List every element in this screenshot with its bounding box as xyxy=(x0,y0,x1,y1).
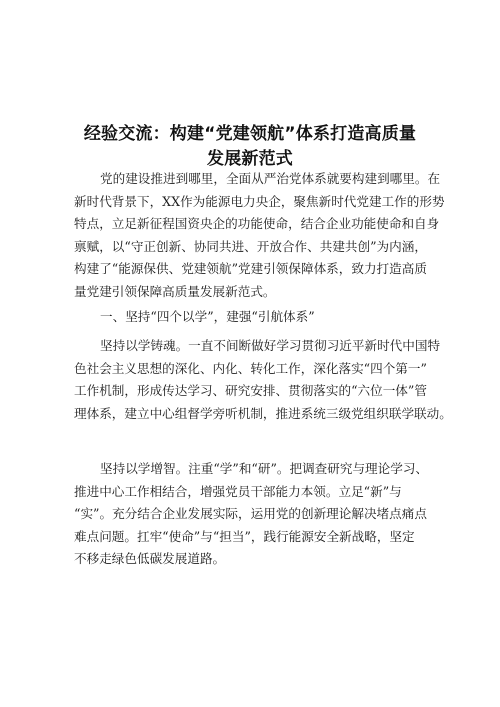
paragraph-line: 难点问题。扛牢“使命”与“担当”，践行能源安全新战略，坚定 xyxy=(74,528,415,544)
paragraph-line: 量党建引领保障高质量发展新范式。 xyxy=(74,283,276,299)
paragraph-line: “实”。充分结合企业发展实际，运用党的创新理论解决堵点痛点 xyxy=(74,506,427,522)
paragraph-line: 新时代背景下，XX作为能源电力央企，聚焦新时代党建工作的形势 xyxy=(74,193,445,209)
section-heading-text: 一、坚持“四个以学”，建强“引航体系” xyxy=(100,309,315,324)
paragraph-line: 不移走绿色低碳发展道路。 xyxy=(74,551,226,567)
paragraph-learning-soul xyxy=(74,335,452,425)
paragraph-line: 理体系，建立中心组督学旁听机制，推进系统三级党组织联学联动。 xyxy=(74,405,452,421)
paragraph-line: 推进中心工作相结合，增强党员干部能力本领。立足“新”与 xyxy=(74,483,402,499)
paragraph-line: 构建了“能源保供、党建领航”党建引领保障体系，致力打造高质 xyxy=(74,261,427,277)
paragraph-line: 党的建设推进到哪里，全面从严治党体系就要构建到哪里。在 xyxy=(100,171,441,186)
paragraph-line: 色社会主义思想的深化、内化、转化工作，深化落实“四个第一” xyxy=(74,360,427,376)
document-title-line-1: 经验交流：构建“党建领航”体系打造高质量 xyxy=(83,124,417,144)
paragraph-line: 坚持以学增智。注重“学”和“研”。把调查研究与理论学习、 xyxy=(100,461,429,476)
paragraph-line: 特点，立足新征程国资央企的功能使命，结合企业功能使命和自身 xyxy=(74,216,440,232)
document-title-line-2: 发展新范式 xyxy=(207,149,293,169)
paragraph-line: 工作机制，形成传达学习、研究安排、贯彻落实的“六位一体”管 xyxy=(74,383,427,399)
paragraph-line: 坚持以学铸魂。一直不间断做好学习贯彻习近平新时代中国特 xyxy=(100,338,441,353)
paragraph-learning-wisdom xyxy=(74,458,432,571)
paragraph-intro xyxy=(74,168,445,304)
section-heading xyxy=(74,306,432,329)
paragraph-line: 禀赋，以“守正创新、协同共进、开放合作、共建共创”为内涵， xyxy=(74,238,427,254)
